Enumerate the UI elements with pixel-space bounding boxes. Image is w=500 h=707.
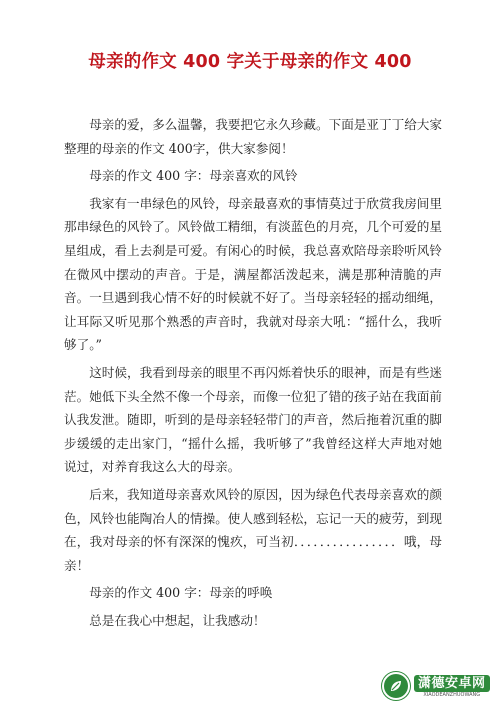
watermark-text: 潇德安卓网	[414, 675, 490, 692]
section-heading: 母亲的作文 400 字：母亲喜欢的风铃	[89, 168, 298, 184]
section-heading: 母亲的作文 400 字：母亲的呼唤	[89, 585, 273, 601]
body-paragraph: 总是在我心中想起，让我感动！	[89, 612, 266, 628]
leaf-logo-icon	[382, 672, 410, 700]
body-paragraph: 我家有一串绿色的风铃，母亲最喜欢的事情莫过于欣赏我房间里那串绿色的风铃了。风铃做工精细，有淡蓝色的月亮，几个可爱的星星组成，看上去刹是可爱。有闲心的时候，我总喜欢陪母亲聆听风铃在微风中摆动的声音。于是，满屋都活泼起来，满是那种清脆的声音。一旦遇到我心情不好的时候就不好了。当母亲轻轻的摇动细绳，让耳际又听见那个熟悉的声音时，我就对母亲大吼：“摇什么，我听够了。”	[64, 195, 442, 353]
page-title: 母亲的作文 400 字关于母亲的作文 400	[88, 52, 412, 72]
body-paragraph: 后来，我知道母亲喜欢风铃的原因，因为绿色代表母亲喜欢的颜色，风铃也能陶冶人的情操。使人感到轻松，忘记一天的疲劳，到现在，我对母亲的怀有深深的愧疚，可当初．．．．．．．．．．．．．．．．哦，母亲！	[64, 486, 442, 573]
intro-paragraph: 母亲的爱，多么温馨，我要把它永久珍藏。下面是亚丁丁给大家整理的母亲的作文 400字，供大家参阅！	[64, 117, 442, 156]
site-watermark	[382, 671, 494, 701]
document-body	[64, 113, 442, 632]
watermark-subtext: XIAODEANZHUOWANG	[423, 691, 481, 698]
body-paragraph: 这时候，我看到母亲的眼里不再闪烁着快乐的眼神，而是有些迷茫。她低下头全然不像一个母亲，而像一位犯了错的孩子站在我面前认我发泄。随即，听到的是母亲轻轻带门的声音，然后拖着沉重的脚步缓缓的走出家门，“摇什么摇，我听够了”我曾经这样大声地对她说过，对养育我这么大的母亲。	[64, 364, 442, 475]
